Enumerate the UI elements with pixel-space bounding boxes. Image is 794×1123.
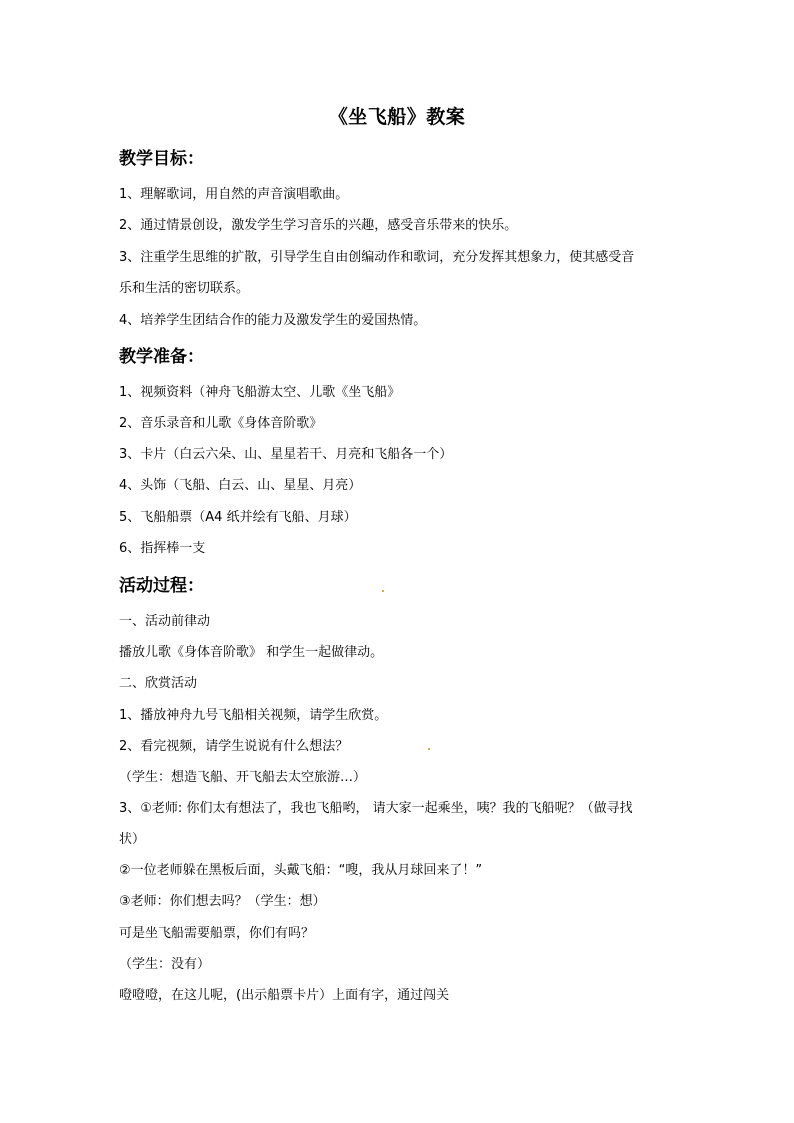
process-line: 噔噔噔，在这儿呢，(出示船票卡片）上面有字，通过闯关 xyxy=(119,988,450,1003)
process-line: ②一位老师躲在黑板后面，头戴飞船：“嗖，我从月球回来了！” xyxy=(119,863,483,878)
process-line: 状） xyxy=(119,832,146,847)
prep-line: 4、头饰（飞船、白云、山、星星、月亮） xyxy=(119,478,362,493)
process-line: 一、活动前律动 xyxy=(119,614,211,629)
stray-mark xyxy=(428,748,430,750)
stray-mark xyxy=(382,590,384,592)
process-line: ③老师：你们想去吗？（学生：想） xyxy=(119,894,326,909)
goal-line: 3、注重学生思维的扩散，引导学生自由创编动作和歌词，充分发挥其想象力，使其感受音 xyxy=(119,250,635,265)
section-heading-prep: 教学准备： xyxy=(119,347,204,367)
process-line: 1、播放神舟九号飞船相关视频，请学生欣赏。 xyxy=(119,708,388,723)
process-line: 二、欣赏活动 xyxy=(119,676,198,691)
process-line: 播放儿歌《身体音阶歌》 和学生一起做律动。 xyxy=(119,645,384,660)
goal-line: 4、培养学生团结合作的能力及激发学生的爱国热情。 xyxy=(119,313,427,328)
prep-line: 6、指挥棒一支 xyxy=(119,541,206,556)
prep-line: 5、飞船船票（A4 纸并绘有飞船、月球） xyxy=(119,510,357,525)
prep-line: 1、视频资料（神舟飞船游太空、儿歌《坐飞船》 xyxy=(119,385,401,400)
document-title: 《坐飞船》教案 xyxy=(328,106,466,128)
process-line: （学生：没有） xyxy=(119,957,211,972)
process-line: 3、①老师: 你们太有想法了，我也飞船哟， 请大家一起乘坐，咦？我的飞船呢？（做寻找 xyxy=(119,801,633,816)
section-heading-goals: 教学目标： xyxy=(119,149,204,169)
process-line: 2、看完视频，请学生说说有什么想法？ xyxy=(119,739,349,754)
section-heading-process: 活动过程： xyxy=(119,576,204,596)
goal-line: 1、理解歌词，用自然的声音演唱歌曲。 xyxy=(119,187,349,202)
prep-line: 3、卡片（白云六朵、山、星星若干、月亮和飞船各一个） xyxy=(119,447,453,462)
prep-line: 2、音乐录音和儿歌《身体音阶歌》 xyxy=(119,416,323,431)
goal-line: 乐和生活的密切联系。 xyxy=(119,281,250,296)
process-line: 可是坐飞船需要船票，你们有吗？ xyxy=(119,926,315,941)
process-line: （学生：想造飞船、开飞船去太空旅游…） xyxy=(119,770,367,785)
goal-line: 2、通过情景创设，激发学生学习音乐的兴趣，感受音乐带来的快乐。 xyxy=(119,218,518,233)
